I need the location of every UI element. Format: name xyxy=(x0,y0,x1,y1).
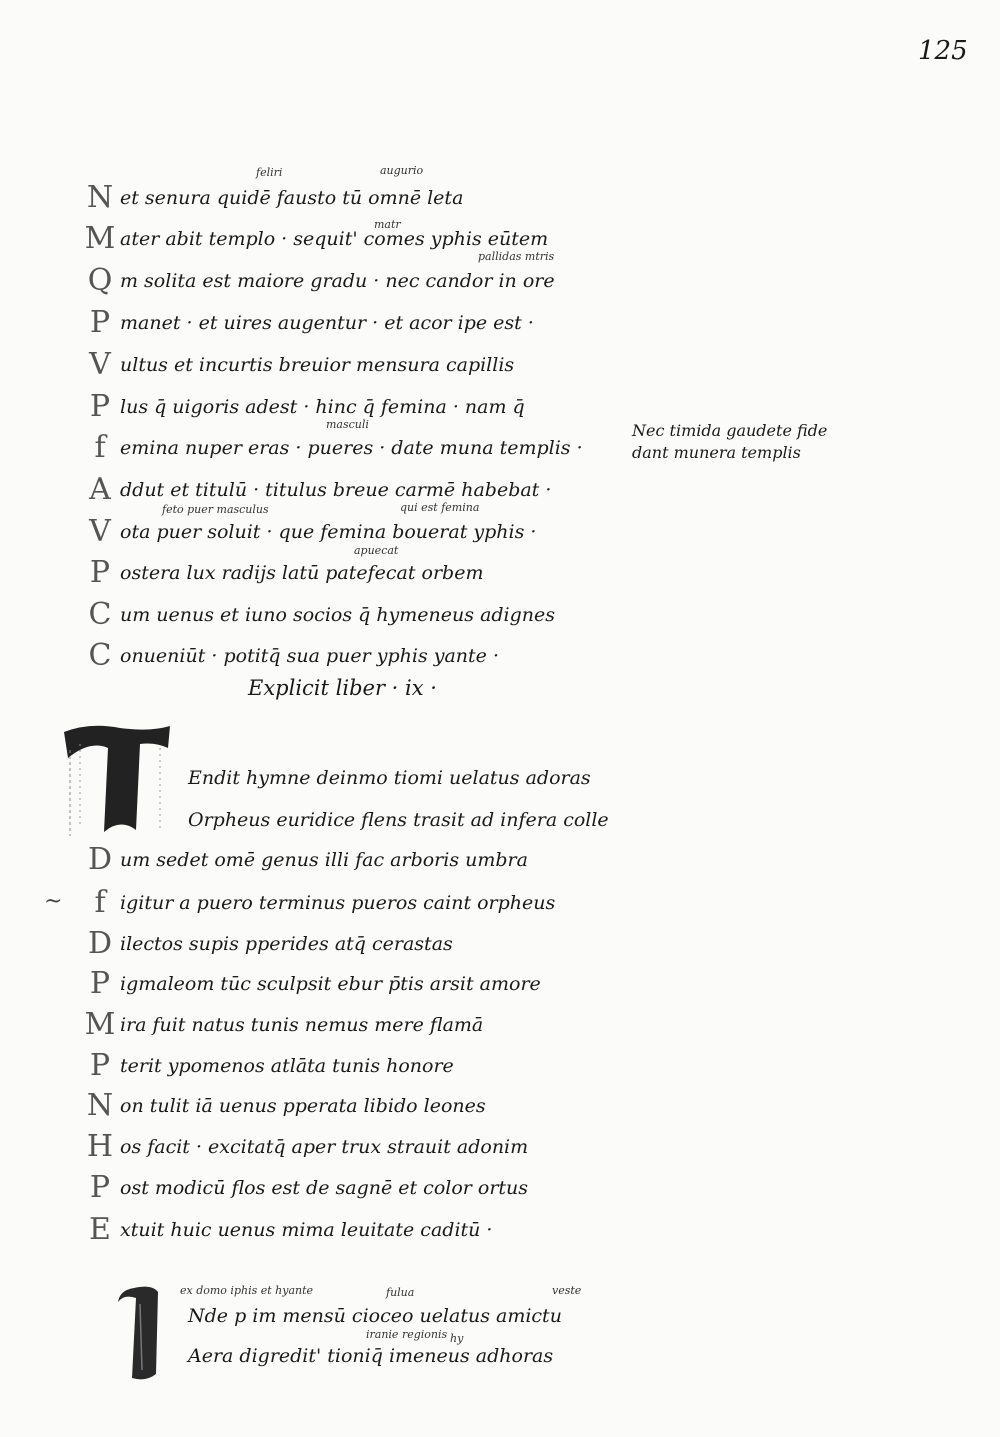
interlinear-gloss: fulua xyxy=(386,1286,415,1299)
verse-initial: f xyxy=(94,430,106,465)
interlinear-gloss: ex domo iphis et hyante xyxy=(180,1284,314,1297)
verse-line xyxy=(0,964,1000,1004)
verse-initial: N xyxy=(86,180,114,215)
interlinear-gloss: feliri xyxy=(256,166,283,179)
verse-line xyxy=(0,1005,1000,1045)
verse-text: ilectos supis pperides atq̄ cerastas xyxy=(120,933,453,955)
verse-line xyxy=(0,1336,1000,1376)
verse-initial: C xyxy=(88,597,112,632)
verse-line xyxy=(0,1046,1000,1086)
verse-initial: A xyxy=(89,472,111,507)
verse-text: xtuit huic uenus mima leuitate caditū · xyxy=(120,1219,493,1241)
verse-line xyxy=(0,1168,1000,1208)
verse-initial: P xyxy=(89,555,111,590)
verse-text: m solita est maiore gradu · nec candor in ore xyxy=(120,270,555,292)
verse-text: emina nuper eras · pueres · date muna templis · xyxy=(120,437,583,459)
verse-text: um uenus et iuno socios q̄ hymeneus adignes xyxy=(120,604,556,626)
verse-initial: E xyxy=(89,1212,111,1247)
interlinear-gloss: matr xyxy=(374,218,401,231)
verse-initial: D xyxy=(87,926,113,961)
verse-line xyxy=(0,1127,1000,1167)
verse-initial: H xyxy=(86,1129,114,1164)
marginal-note-line: Nec timida gaudete fide xyxy=(632,421,828,440)
verse-initial: f xyxy=(94,885,106,920)
verse-text: terit ypomenos atlāta tunis honore xyxy=(120,1055,454,1077)
verse-text: ddut et titulū · titulus breue carmē habebat · xyxy=(120,479,552,501)
verse-line xyxy=(0,883,1000,923)
verse-line xyxy=(0,1296,1000,1336)
verse-text: lus q̄ uigoris adest · hinc q̄ femina · nam q̄ xyxy=(120,396,525,418)
verse-line xyxy=(0,636,1000,676)
verse-initial: V xyxy=(89,347,111,382)
verse-text: ater abit templo · sequit' comes yphis eūtem xyxy=(120,228,549,250)
verse-line xyxy=(0,303,1000,343)
verse-text: et senura quidē fausto tū omnē leta xyxy=(120,187,464,209)
margin-mark: ~ xyxy=(44,889,63,914)
explicit-heading: Explicit liber · ix · xyxy=(248,676,437,700)
verse-text: igitur a puero terminus pueros caint orpheus xyxy=(120,892,556,914)
verse-text: Endit hymne deinmo tiomi uelatus adoras xyxy=(188,767,591,789)
interlinear-gloss: apuecat xyxy=(354,544,399,557)
verse-initial: M xyxy=(84,1007,116,1042)
verse-initial: M xyxy=(84,221,116,256)
verse-line xyxy=(0,840,1000,880)
verse-text: onueniūt · potitq̄ sua puer yphis yante · xyxy=(120,645,499,667)
verse-initial: P xyxy=(89,966,111,1001)
verse-initial: P xyxy=(89,1048,111,1083)
marginal-note-line: dant munera templis xyxy=(632,443,801,462)
verse-initial: C xyxy=(88,638,112,673)
verse-line xyxy=(0,595,1000,635)
verse-text: ira fuit natus tunis nemus mere flamā xyxy=(120,1014,484,1036)
verse-text: Aera digredit' tioniq̄ imeneus adhoras xyxy=(188,1345,554,1367)
verse-text: ost modicū flos est de sagnē et color ortus xyxy=(120,1177,529,1199)
verse-text: ota puer soluit · que femina bouerat yphis · xyxy=(120,521,537,543)
interlinear-gloss: masculi xyxy=(326,418,369,431)
verse-text: Orpheus euridice flens trasit ad infera colle xyxy=(188,809,609,831)
interlinear-gloss: augurio xyxy=(380,164,424,177)
interlinear-gloss: iranie regionis xyxy=(366,1328,448,1341)
verse-initial: P xyxy=(89,1170,111,1205)
verse-line xyxy=(0,758,1000,798)
interlinear-gloss: qui est femina xyxy=(400,501,480,514)
verse-text: Nde p im mensū cioceo uelatus amictu xyxy=(188,1305,562,1327)
verse-line xyxy=(0,924,1000,964)
verse-initial: P xyxy=(89,305,111,340)
verse-line xyxy=(0,1210,1000,1250)
verse-initial: Q xyxy=(87,263,113,298)
verse-line xyxy=(0,470,1000,510)
verse-line xyxy=(0,512,1000,552)
folio-number: 125 xyxy=(918,36,968,66)
interlinear-gloss: pallidas mtris xyxy=(478,250,555,263)
verse-text: ostera lux radijs latū patefecat orbem xyxy=(120,562,484,584)
verse-text: igmaleom tūc sculpsit ebur p̄tis arsit amore xyxy=(120,973,541,995)
verse-text: ultus et incurtis breuior mensura capillis xyxy=(120,354,515,376)
marginal-note xyxy=(632,420,882,464)
verse-text: manet · et uires augentur · et acor ipe est · xyxy=(120,312,534,334)
verse-text: os facit · excitatq̄ aper trux strauit adonim xyxy=(120,1136,529,1158)
verse-line xyxy=(0,261,1000,301)
verse-initial: P xyxy=(89,389,111,424)
verse-line xyxy=(0,800,1000,840)
verse-initial: N xyxy=(86,1088,114,1123)
verse-text: on tulit iā uenus pperata libido leones xyxy=(120,1095,486,1117)
interlinear-gloss: hy xyxy=(450,1332,464,1345)
verse-initial: V xyxy=(89,514,111,549)
verse-line xyxy=(0,178,1000,218)
verse-line xyxy=(0,345,1000,385)
interlinear-gloss: veste xyxy=(552,1284,582,1297)
verse-line xyxy=(0,553,1000,593)
verse-line xyxy=(0,1086,1000,1126)
verse-text: um sedet omē genus illi fac arboris umbra xyxy=(120,849,528,871)
interlinear-gloss: feto puer masculus xyxy=(162,503,269,516)
verse-initial: D xyxy=(87,842,113,877)
